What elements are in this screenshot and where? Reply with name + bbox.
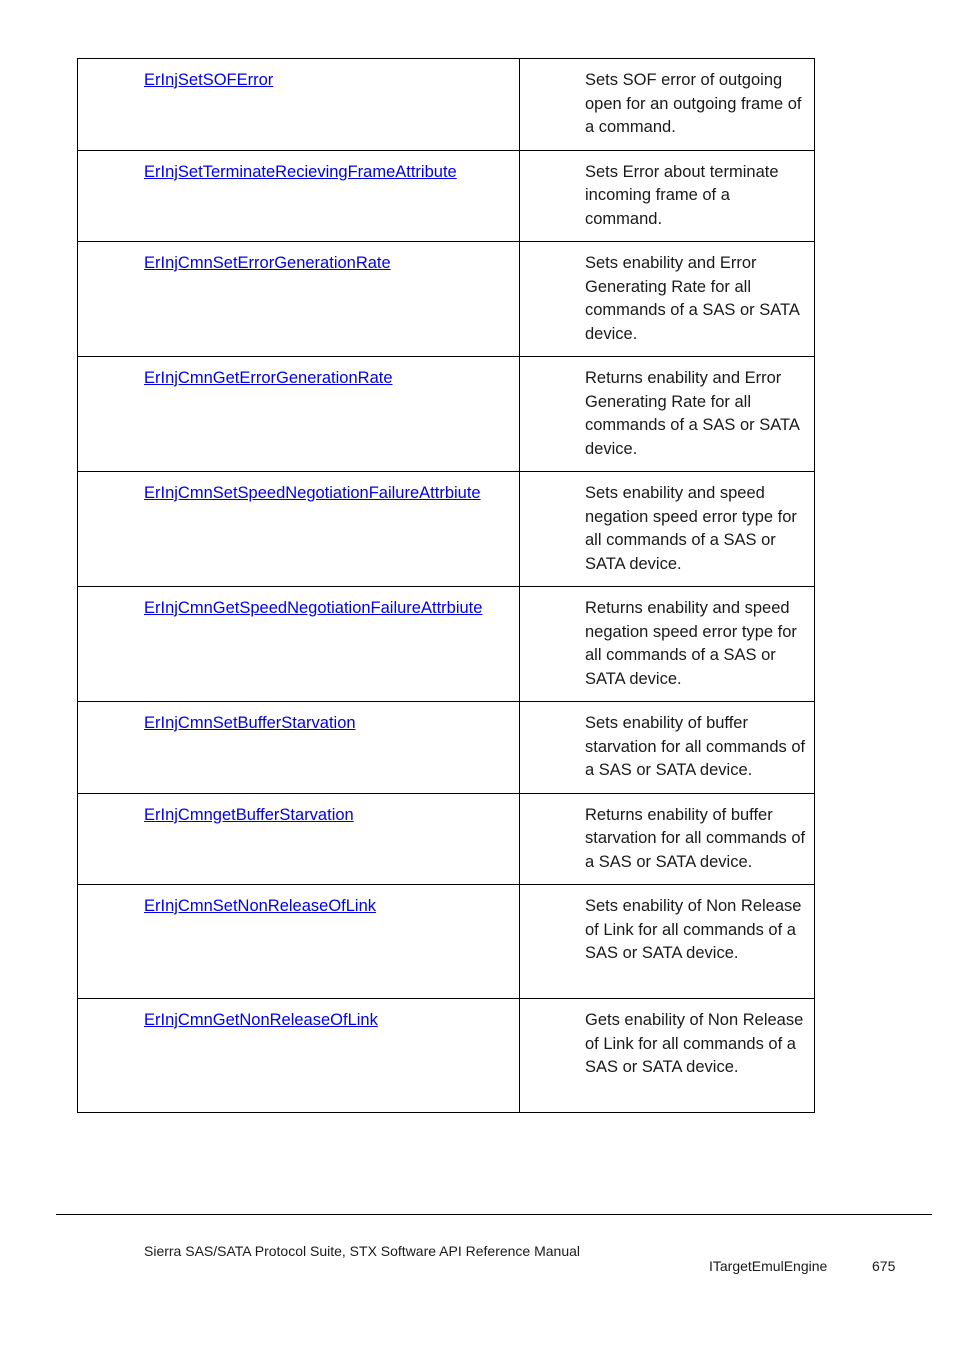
method-link[interactable]: ErInjCmnSetNonReleaseOfLink [144,897,377,915]
table-row [78,59,815,151]
method-description-cell [520,59,815,151]
method-description-cell [520,793,815,885]
method-description: Returns enability of buffer starvation for all commands of a SAS or SATA device. [585,805,806,871]
method-description: Gets enability of Non Release of Link for all commands of a SAS or SATA device. [585,1011,804,1076]
method-name-cell [78,357,520,472]
method-description-cell [520,885,815,999]
method-description: Returns enability and speed negation speed error type for all commands of a SAS or SATA device. [585,599,797,688]
table-row [78,242,815,357]
method-name-cell [78,702,520,794]
table-row [78,702,815,794]
method-description: Sets SOF error of outgoing open for an outgoing frame of a command. [585,71,802,136]
method-description-cell [520,472,815,587]
method-description-cell [520,999,815,1113]
table-row [78,587,815,702]
api-method-table [77,58,815,1113]
method-description-cell [520,587,815,702]
method-description-cell [520,242,815,357]
method-description: Sets enability of Non Release of Link for all commands of a SAS or SATA device. [585,897,802,962]
table-row [78,150,815,242]
method-description-cell [520,357,815,472]
method-name-cell [78,587,520,702]
table-row [78,999,815,1113]
method-link[interactable]: ErInjCmnGetSpeedNegotiationFailureAttrbiute [144,599,483,617]
footer-section-name: ITargetEmulEngine [709,1258,828,1274]
method-name-cell [78,999,520,1113]
table-row [78,885,815,999]
method-description: Sets enability of buffer starvation for all commands of a SAS or SATA device. [585,714,806,779]
table-row [78,472,815,587]
method-name-cell [78,150,520,242]
method-link[interactable]: ErInjSetSOFError [144,71,274,89]
method-link[interactable]: ErInjCmnSetBufferStarvation [144,714,356,732]
method-link[interactable]: ErInjCmngetBufferStarvation [144,805,354,824]
footer-divider [56,1214,932,1215]
method-description: Sets enability and speed negation speed error type for all commands of a SAS or SATA device. [585,484,797,573]
method-description: Sets Error about terminate incoming frame of a command. [585,162,779,228]
method-description-cell [520,702,815,794]
method-link[interactable]: ErInjCmnGetNonReleaseOfLink [144,1011,378,1029]
method-description: Returns enability and Error Generating Rate for all commands of a SAS or SATA device. [585,369,799,458]
method-name-cell [78,242,520,357]
method-name-cell [78,472,520,587]
method-link[interactable]: ErInjCmnGetErrorGenerationRate [144,369,393,387]
table-row [78,357,815,472]
method-link[interactable]: ErInjCmnSetSpeedNegotiationFailureAttrbiute [144,484,481,502]
footer-page-number: 675 [872,1258,896,1274]
method-name-cell [78,885,520,999]
method-link[interactable]: ErInjSetTerminateRecievingFrameAttribute [144,162,457,181]
footer-manual-title: Sierra SAS/SATA Protocol Suite, STX Software API Reference Manual [144,1243,581,1259]
table-row [78,793,815,885]
method-name-cell [78,793,520,885]
method-description: Sets enability and Error Generating Rate for all commands of a SAS or SATA device. [585,254,799,343]
method-name-cell [78,59,520,151]
method-description-cell [520,150,815,242]
method-link[interactable]: ErInjCmnSetErrorGenerationRate [144,254,391,272]
